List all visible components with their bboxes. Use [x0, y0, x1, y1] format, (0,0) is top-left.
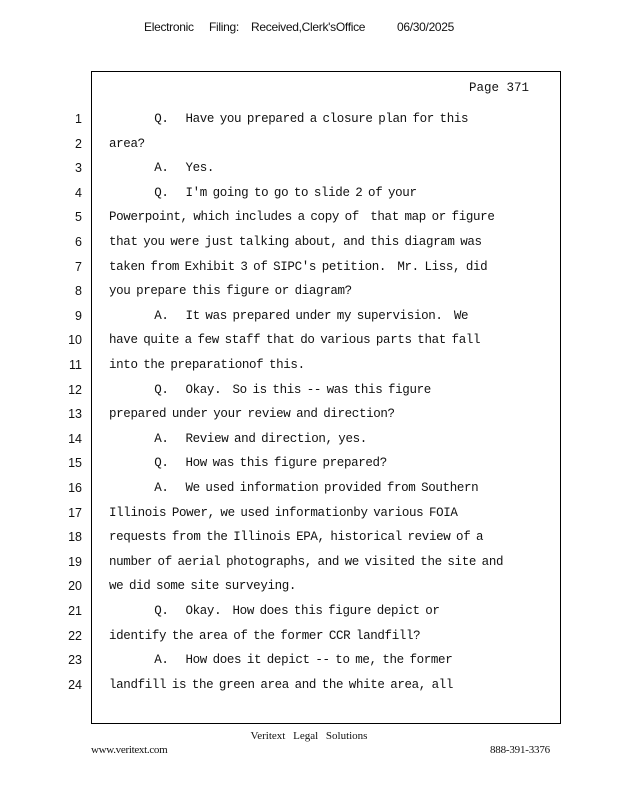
- line-number: 24: [68, 677, 82, 692]
- transcript-line: Q. How was this figure prepared?: [109, 456, 387, 471]
- transcript-line: Illinois Power, we used informationby various FOIA: [109, 505, 458, 520]
- transcript-line: Q. Okay. How does this figure depict or: [109, 604, 440, 618]
- line-number: 2: [75, 136, 82, 151]
- line-number: 16: [68, 481, 82, 495]
- line-number: 17: [68, 505, 82, 520]
- filing-received: Received,Clerk'sOffice: [251, 20, 366, 34]
- transcript-line: Powerpoint, which includes a copy of that map or figure: [109, 210, 495, 225]
- transcript-line: that you were just talking about, and this diagram was: [109, 235, 482, 249]
- filing-electronic: Electronic: [144, 20, 194, 34]
- line-number: 18: [68, 530, 82, 545]
- transcript-line: landfill is the green area and the white area, all: [109, 677, 454, 692]
- line-number: 10: [68, 333, 82, 348]
- transcript-line: A. It was prepared under my supervision. We: [109, 308, 469, 323]
- transcript-line: you prepare this figure or diagram?: [109, 284, 352, 299]
- transcript-line: have quite a few staff that do various parts that fall: [109, 333, 481, 348]
- line-number: 6: [75, 235, 82, 249]
- line-number: 9: [75, 308, 82, 323]
- transcript-line: area?: [109, 136, 145, 151]
- line-number: 15: [68, 456, 82, 471]
- transcript-line: into the preparationof this.: [109, 358, 305, 372]
- footer-website: www.veritext.com: [91, 744, 168, 756]
- transcript-line: prepared under your review and direction?: [109, 407, 395, 422]
- transcript-line: A. Yes.: [109, 161, 215, 176]
- page-number: Page 371: [469, 81, 530, 95]
- transcript-line: identify the area of the former CCR landfill?: [109, 628, 421, 643]
- filing-stamp-header: [0, 20, 618, 38]
- transcript-line: taken from Exhibit 3 of SIPC's petition. Mr. Liss, did: [109, 259, 488, 274]
- transcript-line: we did some site surveying.: [109, 579, 297, 594]
- transcript-line: Q. I'm going to go to slide 2 of your: [109, 185, 417, 200]
- line-number: 5: [75, 210, 82, 225]
- line-number: 22: [68, 628, 82, 643]
- transcript-line: A. We used information provided from Southern: [109, 481, 479, 495]
- transcript-line: Q. Have you prepared a closure plan for this: [109, 112, 469, 126]
- footer-company: Veritext Legal Solutions: [250, 730, 368, 742]
- line-number: 1: [75, 112, 82, 126]
- transcript-line: requests from the Illinois EPA, historical review of a: [109, 530, 484, 545]
- transcript-line: A. Review and direction, yes.: [109, 431, 367, 446]
- line-number: 13: [68, 407, 82, 422]
- line-number: 7: [75, 259, 82, 274]
- filing-date: 06/30/2025: [397, 20, 455, 34]
- filing-label: Filing:: [209, 20, 239, 34]
- transcript-line: Q. Okay. So is this -- was this figure: [109, 382, 431, 397]
- line-number: 12: [68, 382, 82, 397]
- line-number: 4: [75, 185, 82, 200]
- line-number: 14: [68, 431, 82, 446]
- line-number: 19: [68, 554, 82, 569]
- transcript-line: A. How does it depict -- to me, the former: [109, 653, 453, 668]
- line-number: 3: [75, 161, 82, 176]
- line-number: 20: [68, 579, 82, 594]
- transcript-line: number of aerial photographs, and we visited the site and: [109, 554, 504, 569]
- line-number: 21: [68, 604, 82, 618]
- line-number: 8: [75, 284, 82, 299]
- footer-phone: 888-391-3376: [490, 744, 550, 756]
- line-number: 11: [69, 358, 82, 372]
- line-number: 23: [68, 653, 82, 668]
